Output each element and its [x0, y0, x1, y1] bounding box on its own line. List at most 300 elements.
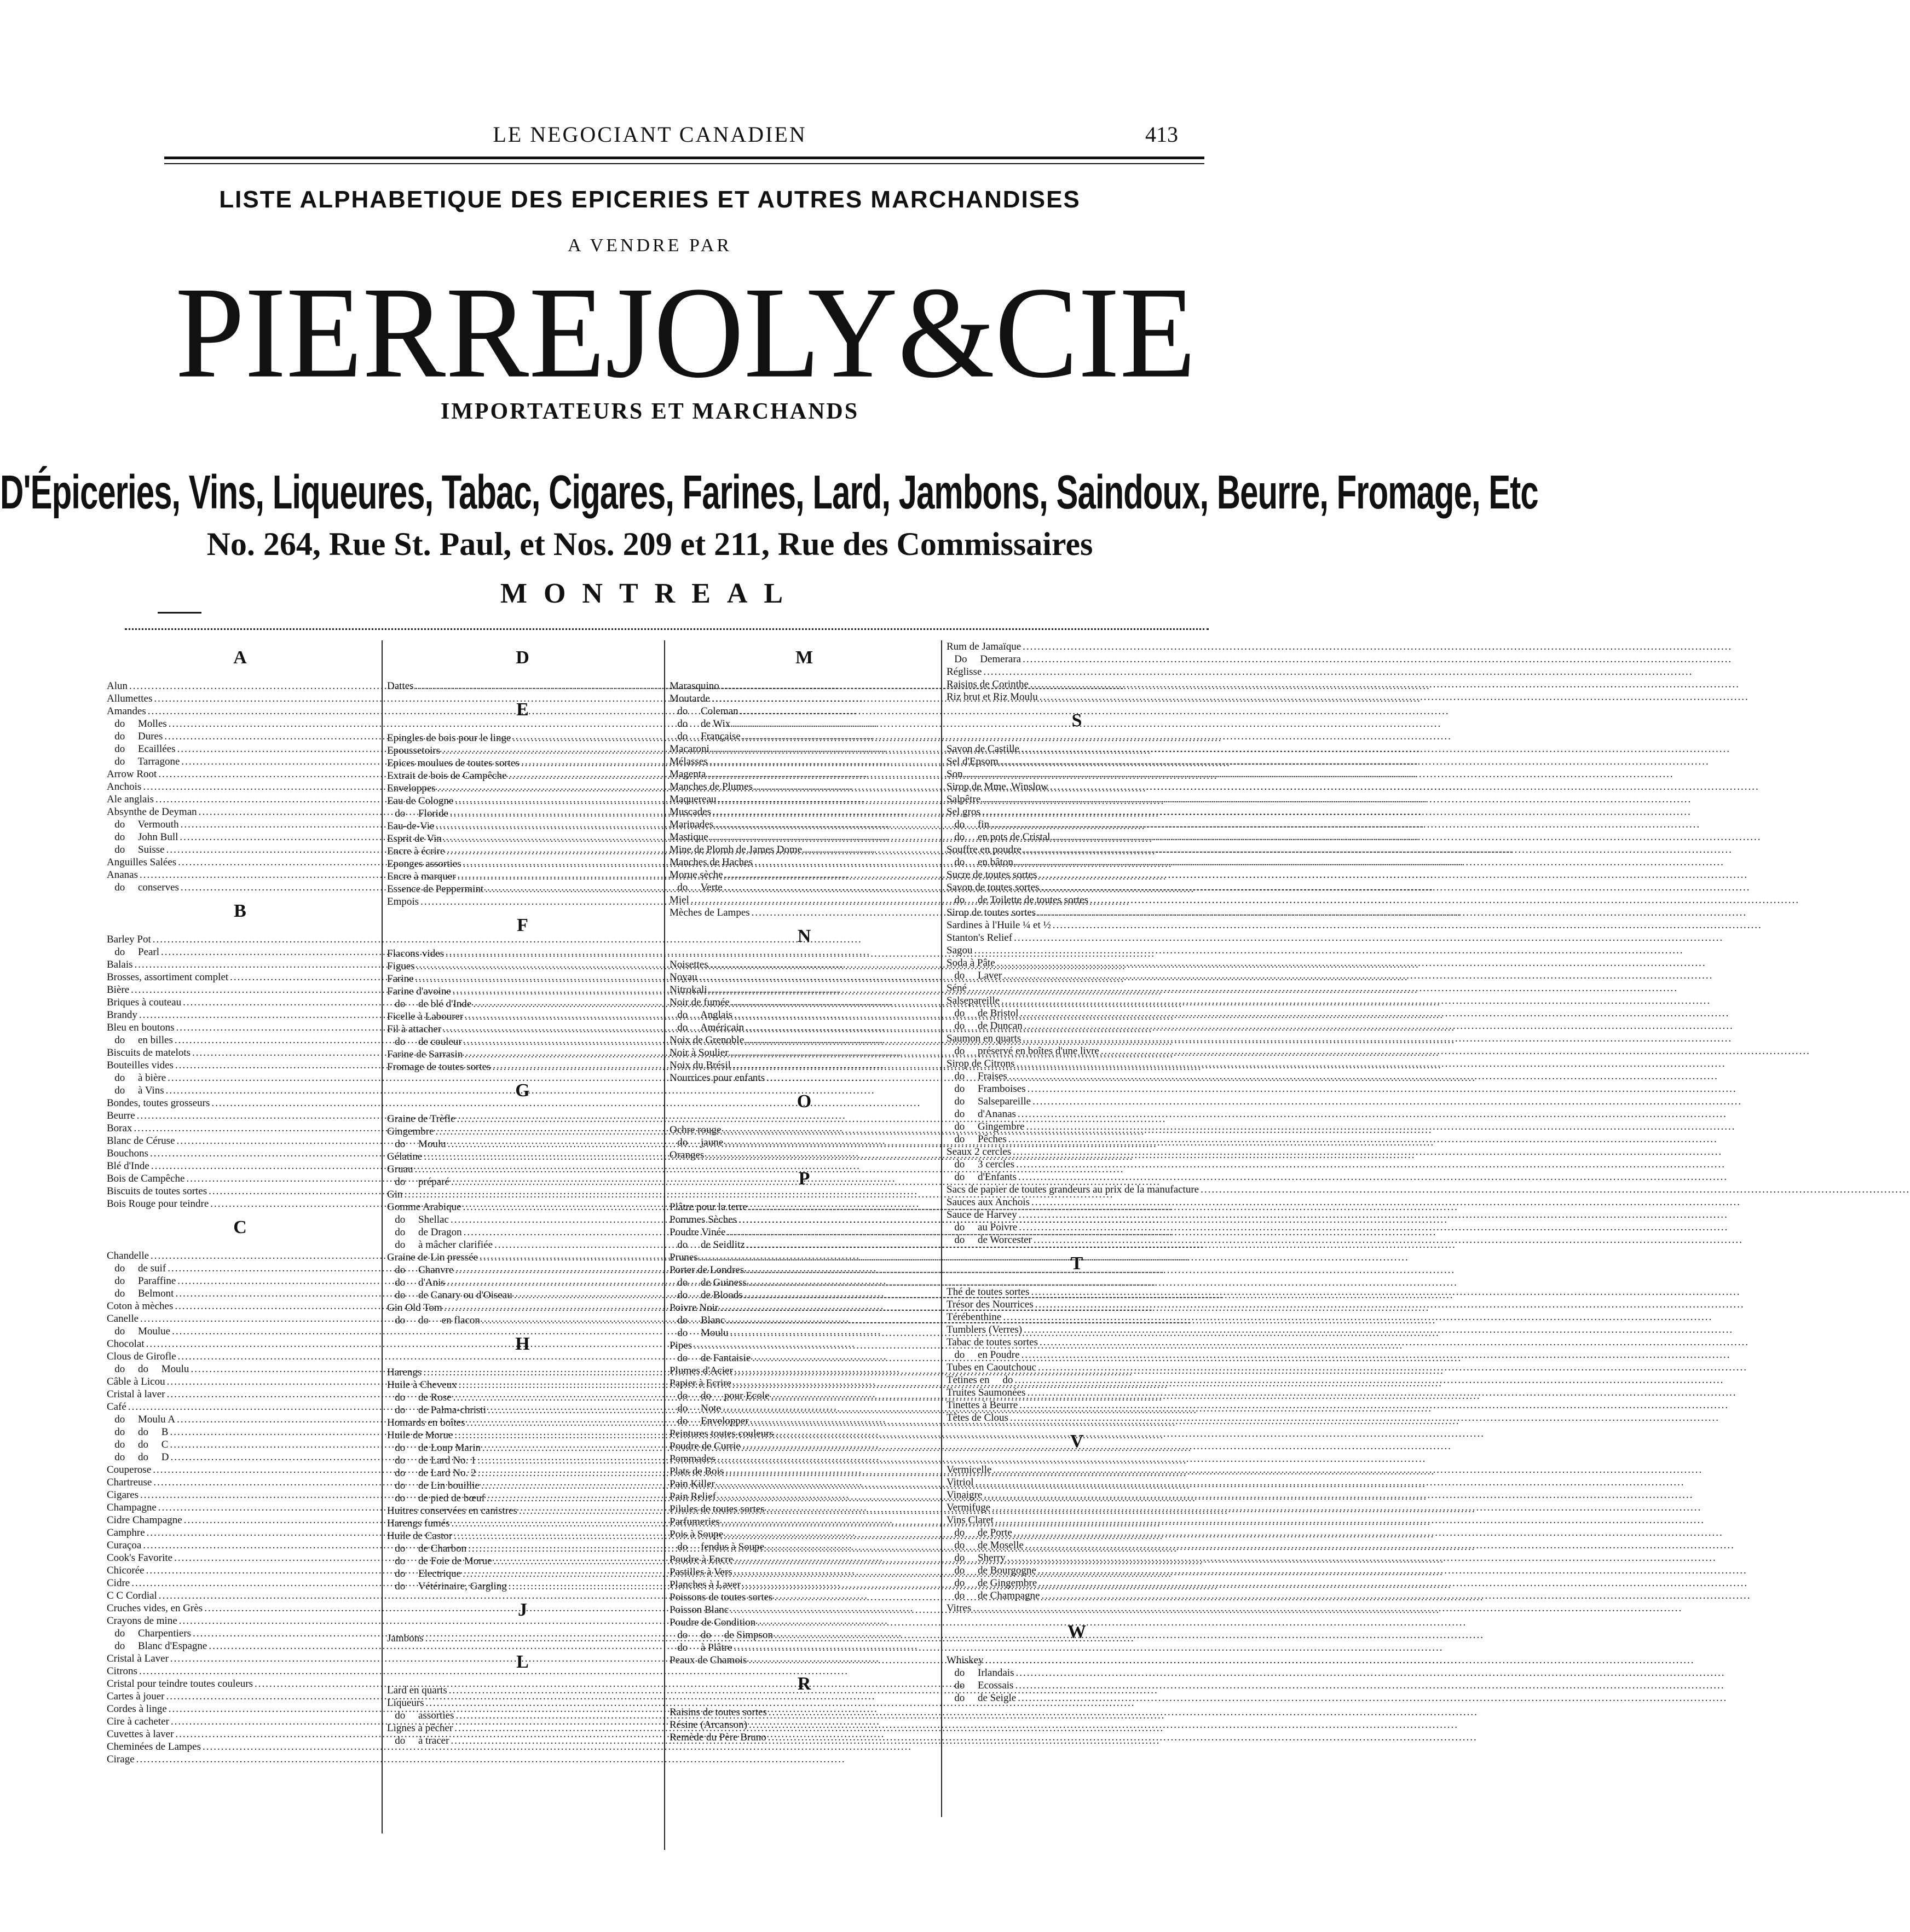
list-item [947, 869, 1207, 881]
dot-leader [1010, 1412, 1719, 1424]
item-name: Huile à Cheveux [387, 1379, 457, 1391]
list-item [107, 1652, 373, 1665]
item-name: Sel gros [947, 806, 980, 818]
list-item [670, 806, 939, 818]
item-name: Blé d'Inde [107, 1160, 149, 1172]
item-name: Porter de Londres [670, 1264, 745, 1276]
item-name: Liqueurs [387, 1697, 424, 1709]
list-item [670, 780, 939, 793]
item-name: Souffre en poudre [947, 844, 1022, 855]
item-name: do à bière [107, 1072, 166, 1084]
list-item [670, 1629, 939, 1641]
list-item [670, 1377, 939, 1390]
list-item [947, 1514, 1207, 1526]
dot-leader [1027, 1386, 1736, 1399]
list-item [947, 793, 1207, 806]
item-name: Gin Old Tom [387, 1302, 442, 1314]
item-name: do Coleman [670, 705, 738, 717]
item-name: do Dures [107, 731, 163, 742]
item-name: Tumblers (Verres) [947, 1324, 1023, 1335]
section-letter: J [518, 1600, 527, 1620]
item-name: Têtes de Clous [947, 1412, 1008, 1424]
dot-leader [1041, 881, 1750, 894]
list-column [670, 640, 939, 1844]
list-item [947, 743, 1207, 755]
item-name: Enveloppes [387, 783, 436, 794]
item-name: do Vétérinaire, Gargling [387, 1581, 507, 1592]
list-item [670, 1641, 939, 1654]
item-name: do de Guiness [670, 1277, 747, 1288]
item-name: Raisins de Corinthe [947, 679, 1029, 690]
list-item [947, 1399, 1207, 1412]
list-item [387, 732, 658, 744]
item-name: do à mâcher clarifiée [387, 1239, 493, 1251]
item-name: Muscades [670, 806, 711, 818]
list-item [947, 969, 1207, 982]
section-letter: L [516, 1652, 529, 1672]
item-name: Chicorée [107, 1565, 145, 1576]
list-item [670, 793, 939, 806]
list-item [947, 881, 1207, 894]
item-name: Bouchons [107, 1148, 148, 1159]
item-name: do en bâton [947, 857, 1013, 868]
list-item [107, 996, 373, 1009]
list-item [670, 958, 939, 971]
item-name: Vitriol [947, 1477, 974, 1488]
list-item [947, 1679, 1207, 1692]
firm-name [175, 260, 1196, 406]
dot-leader [992, 1501, 1701, 1514]
list-item [107, 1514, 373, 1526]
list-item [670, 1124, 939, 1136]
list-item [670, 818, 939, 831]
dot-leader [1021, 743, 1730, 755]
list-item [387, 820, 658, 832]
list-item [387, 870, 658, 883]
item-name: do Floride [387, 808, 448, 819]
item-name: Chocolat [107, 1338, 145, 1350]
section-letter: E [516, 699, 529, 720]
dot-leader [1024, 1323, 1733, 1336]
item-name: do de Dragon [387, 1227, 462, 1238]
header-rule [164, 157, 1204, 159]
list-item [947, 1361, 1207, 1374]
page-number: 413 [1145, 122, 1178, 147]
list-item [107, 1250, 373, 1262]
dot-leader [1038, 1361, 1747, 1374]
dot-leader [1003, 969, 1713, 982]
list-item [670, 869, 939, 881]
item-name: do Pêches [947, 1133, 1007, 1145]
list-item [947, 1323, 1207, 1336]
item-name: Macaroni [670, 743, 709, 755]
item-name: do Tarragone [107, 756, 180, 767]
dot-leader [1019, 1208, 1728, 1221]
item-name: Thé de toutes sortes [947, 1286, 1030, 1298]
list-item [107, 1363, 373, 1375]
list-item [670, 1453, 939, 1465]
item-name: Eau de Cologne [387, 795, 454, 807]
item-name: do de Worcester [947, 1234, 1032, 1246]
list-item [107, 1059, 373, 1072]
list-item [387, 1251, 658, 1264]
list-item [107, 1009, 373, 1021]
list-item [670, 984, 939, 996]
item-name: do en pots de Cristal [947, 831, 1051, 843]
list-item [107, 1300, 373, 1312]
list-item [947, 1552, 1207, 1564]
item-name: Cheminées de Lampes [107, 1741, 201, 1752]
item-name: Miel [670, 894, 689, 906]
list-item [387, 1632, 658, 1645]
item-name: Whiskey [947, 1655, 984, 1666]
dot-leader [1018, 1171, 1728, 1183]
item-name: do 3 cercles [947, 1159, 1014, 1170]
dot-leader [993, 1464, 1703, 1476]
item-name: do Verte [670, 882, 723, 893]
item-name: Epoussetoirs [387, 745, 441, 756]
list-item [947, 1120, 1207, 1133]
list-item [947, 1070, 1207, 1083]
item-name: Mélasses [670, 756, 708, 767]
item-name: Bière [107, 984, 130, 996]
item-name: do Moulu A [107, 1414, 176, 1425]
item-name: Lignes à pêcher [387, 1722, 453, 1734]
list-item [107, 1072, 373, 1084]
list-item [387, 1442, 658, 1454]
item-name: do de Porte [947, 1527, 1012, 1538]
list-item [387, 1201, 658, 1213]
list-item [947, 806, 1207, 818]
list-item [387, 1226, 658, 1239]
list-item [107, 1034, 373, 1046]
dot-leader [1038, 869, 1748, 881]
list-item [387, 1416, 658, 1429]
firm-word: CIE [995, 260, 1196, 406]
list-item [670, 1654, 939, 1667]
list-item [670, 680, 939, 692]
list-item [387, 1188, 658, 1201]
list-item [947, 1020, 1207, 1032]
item-name: Tabac de toutes sortes [947, 1337, 1038, 1348]
item-name: Camphre [107, 1527, 145, 1538]
list-item [947, 856, 1207, 869]
dot-leader [1025, 1539, 1735, 1552]
list-item [387, 1163, 658, 1176]
list-item [947, 982, 1207, 994]
dot-leader [995, 1514, 1705, 1526]
list-item [670, 1009, 939, 1021]
item-name: Cristal à laver [107, 1389, 165, 1400]
list-column [107, 640, 373, 1844]
item-name: do d'Ananas [947, 1108, 1016, 1120]
dot-leader [982, 806, 1692, 818]
item-name: Curaçoa [107, 1540, 142, 1551]
item-name: do de Lard No. 1 [387, 1455, 476, 1466]
list-item [387, 1479, 658, 1492]
dot-leader [991, 818, 1700, 831]
dot-leader [974, 944, 1684, 957]
item-name: Noyau [670, 971, 697, 983]
list-item [107, 768, 373, 780]
list-item [387, 1379, 658, 1391]
dot-leader [1023, 1032, 1732, 1045]
item-name: do de Duncan [947, 1020, 1023, 1032]
item-name: Résine (Arcanson) [670, 1719, 747, 1731]
list-item [947, 1286, 1207, 1298]
dot-leader [1007, 1552, 1717, 1564]
dot-leader [1201, 1183, 1910, 1196]
list-item [107, 881, 373, 894]
item-name: do Moulu [387, 1138, 446, 1150]
item-name: Sagou [947, 945, 973, 956]
list-item [387, 1302, 658, 1314]
item-name: Ananas [107, 869, 138, 881]
item-name: do à Vins [107, 1085, 164, 1096]
list-item [947, 1476, 1207, 1489]
goods-line: D'Épiceries, Vins, Liqueures, Tabac, Cigares, Farines, Lard, Jambons, Saindoux, Beurre, Fromage, Etc [0, 465, 1538, 519]
item-name: Bondes, toutes grosseurs [107, 1097, 210, 1109]
list-item [670, 1415, 939, 1427]
dot-leader [1017, 1057, 1726, 1070]
list-item [670, 1226, 939, 1239]
dot-leader [1014, 932, 1723, 944]
item-name: Poudre à Encre [670, 1554, 734, 1565]
dot-leader [983, 666, 1693, 678]
item-name: Térébenthine [947, 1311, 1002, 1323]
item-name: Tinettes à Beurre [947, 1399, 1018, 1411]
item-name: Beurre [107, 1110, 135, 1121]
item-name: Empois [387, 896, 419, 907]
item-name: Cidre [107, 1577, 130, 1589]
item-name: Rum de Jamaïque [947, 641, 1022, 652]
item-name: Tétines en do [947, 1374, 1013, 1386]
list-item [947, 1095, 1207, 1108]
item-name: Esprit de Vin [387, 833, 442, 844]
item-name: Graine de Trèfle [387, 1113, 455, 1125]
list-item [107, 1526, 373, 1539]
item-name: Savon de toutes sortes [947, 882, 1040, 893]
item-name: do Ecaillées [107, 743, 176, 755]
dot-leader [1053, 919, 1762, 932]
item-name: Poudre de Currie [670, 1441, 741, 1452]
item-name: Canelle [107, 1313, 139, 1324]
item-name: Farine de Sarrasin [387, 1049, 463, 1060]
item-name: Sauce de Harvey [947, 1209, 1017, 1220]
list-item [947, 1654, 1207, 1667]
list-item [107, 793, 373, 806]
item-name: do Shellac [387, 1214, 449, 1225]
list-item [947, 1602, 1207, 1615]
list-item [107, 743, 373, 755]
list-item [387, 1113, 658, 1125]
dot-leader [1024, 1020, 1734, 1032]
item-name: do conserves [107, 882, 179, 893]
item-name: Manches de Haches [670, 857, 753, 868]
list-item [670, 1541, 939, 1553]
item-name: Barley Pot [107, 934, 151, 945]
item-name: do assorties [387, 1710, 454, 1721]
item-name: Magenta [670, 768, 706, 780]
item-name: Noix du Brésil [670, 1060, 731, 1071]
item-name: Nitrokali [670, 984, 707, 996]
list-item [670, 1046, 939, 1059]
item-name: Plumes d'Acier [670, 1365, 733, 1376]
list-item [947, 691, 1207, 703]
item-name: Noir de fumée [670, 997, 730, 1008]
list-item [107, 1615, 373, 1627]
item-name: do do pour Ecole [670, 1390, 770, 1402]
list-item [107, 1753, 373, 1766]
dot-leader [984, 1489, 1693, 1501]
item-name: Jambons [387, 1633, 424, 1644]
item-name: do en billes [107, 1034, 173, 1046]
list-item [670, 1352, 939, 1364]
item-name: Marasquino [670, 680, 719, 692]
list-item [670, 1302, 939, 1314]
list-item [947, 843, 1207, 856]
list-item [947, 1007, 1207, 1020]
list-item [670, 1339, 939, 1352]
item-name: Dattes [387, 680, 414, 692]
item-name: Moutarde [670, 693, 710, 704]
item-name: Chandelle [107, 1250, 149, 1262]
price-list-columns [107, 640, 1207, 1850]
list-item [387, 807, 658, 820]
item-name: Parfumeries [670, 1516, 720, 1528]
list-item [387, 1314, 658, 1327]
item-name: Pastilles à Vers [670, 1566, 732, 1578]
list-item [387, 1391, 658, 1404]
item-name: Salpêtre [947, 794, 981, 805]
list-item [670, 1136, 939, 1149]
list-item [387, 1492, 658, 1505]
list-item [387, 832, 658, 845]
list-item [670, 856, 939, 869]
dot-leader [1003, 1311, 1712, 1323]
item-name: do de Seigle [947, 1692, 1017, 1704]
item-name: do do C [107, 1439, 169, 1450]
item-name: Noir à Soulier [670, 1047, 729, 1058]
list-item [387, 1734, 658, 1747]
item-name: do Sherry [947, 1552, 1006, 1564]
list-item [947, 1108, 1207, 1120]
list-item [670, 1591, 939, 1604]
list-item [947, 1298, 1207, 1311]
list-item [947, 1032, 1207, 1045]
list-item [947, 1526, 1207, 1539]
item-name: Poudre Vinée [670, 1227, 726, 1238]
list-item [387, 744, 658, 757]
list-item [107, 1690, 373, 1703]
item-name: do Suisse [107, 844, 165, 855]
running-header [0, 122, 1300, 152]
item-name: Marinades [670, 819, 714, 830]
list-item [387, 1150, 658, 1163]
list-item [947, 1196, 1207, 1208]
list-column [387, 640, 658, 1844]
list-item [387, 1567, 658, 1580]
list-item [107, 971, 373, 984]
list-item [107, 1097, 373, 1109]
city-line: MONTREAL [500, 578, 800, 609]
item-name: Oranges [670, 1149, 705, 1161]
list-item [670, 1251, 939, 1264]
list-item [107, 1312, 373, 1325]
item-name: Vermifuge [947, 1502, 991, 1513]
list-item [947, 666, 1207, 678]
list-item [387, 845, 658, 858]
item-name: Essence de Peppermint [387, 883, 484, 895]
section-letter: W [1067, 1622, 1086, 1642]
list-item [107, 1198, 373, 1210]
list-item [947, 994, 1207, 1007]
item-name: do Envelopper [670, 1415, 749, 1427]
item-name: do Molles [107, 718, 167, 730]
item-name: do Américain [670, 1022, 745, 1033]
item-name: Briques à couteau [107, 997, 182, 1008]
item-name: do au Poivre [947, 1222, 1018, 1233]
item-name: Tubes en Caoutchouc [947, 1362, 1036, 1373]
item-name: Cook's Favorite [107, 1552, 173, 1564]
list-item [387, 1684, 658, 1697]
item-name: Balais [107, 959, 133, 970]
list-item [670, 831, 939, 843]
dot-leader [1101, 1045, 1810, 1057]
item-name: Pain Relief [670, 1491, 716, 1502]
list-item [107, 1388, 373, 1401]
list-item [947, 678, 1207, 691]
dot-leader [1026, 1120, 1735, 1133]
list-item [670, 1503, 939, 1515]
list-item [670, 1719, 939, 1731]
list-item [670, 705, 939, 718]
item-name: Sirop de Mme. Winslow [947, 781, 1048, 793]
list-item [947, 1667, 1207, 1679]
list-item [670, 1440, 939, 1453]
item-name: Maquereau [670, 794, 717, 805]
list-item [107, 730, 373, 743]
list-item [670, 1731, 939, 1744]
dot-leader [968, 982, 1678, 994]
list-heading: LISTE ALPHABETIQUE DES EPICERIES ET AUTRES MARCHANDISES [219, 186, 1081, 213]
list-item [947, 1564, 1207, 1577]
list-item [387, 1542, 658, 1555]
list-item [947, 1133, 1207, 1146]
list-item [387, 1709, 658, 1722]
item-name: Alun [107, 680, 128, 692]
item-name: do de Bloods [670, 1289, 743, 1301]
list-item [947, 932, 1207, 944]
dot-leader [982, 793, 1692, 806]
list-item [387, 947, 658, 960]
list-item [107, 1564, 373, 1577]
dot-leader [1032, 1095, 1742, 1108]
item-name: Farine [387, 973, 414, 985]
item-name: Gingembre [387, 1126, 434, 1137]
item-name: Blanc de Céruse [107, 1135, 175, 1147]
list-item [947, 1083, 1207, 1095]
list-item [387, 1366, 658, 1379]
list-item [947, 1183, 1207, 1196]
item-name: Brandy [107, 1009, 137, 1021]
list-item [107, 1109, 373, 1122]
item-name: Harengs fumés [387, 1518, 450, 1529]
list-item [107, 1413, 373, 1426]
short-rule [158, 612, 201, 614]
item-name: Couperose [107, 1464, 152, 1476]
item-name: Vermicelle [947, 1464, 992, 1476]
